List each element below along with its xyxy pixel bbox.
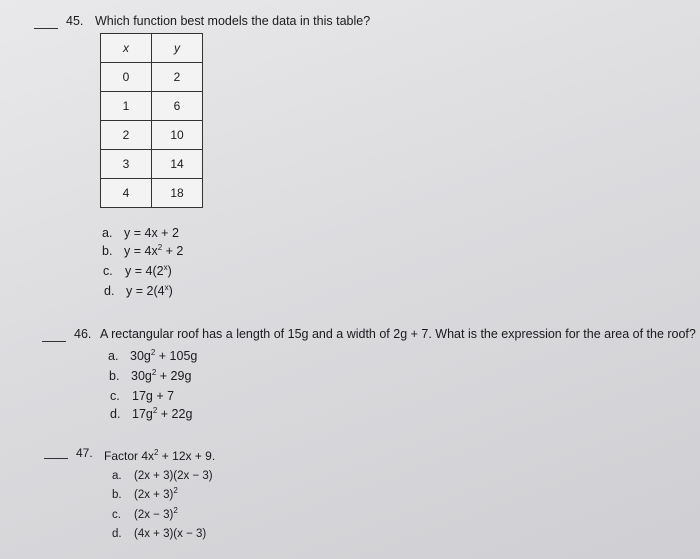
choice-47-d: d. (4x + 3)(x − 3) [112,528,207,540]
question-text-46: A rectangular roof has a length of 15g and a width of 2g + 7. What is the expression for the area of the roof? [100,327,696,341]
table-cell: 1 [101,92,152,121]
table-header-row [101,34,203,63]
choice-45-d: d. $y = 2(4^x)$ [104,282,173,298]
choice-45-b: b. $y = 4x^2 + 2$ [102,242,184,258]
table-row [101,63,203,92]
choice-47-c: c. $(2x - 3)^2$ [112,506,178,521]
answer-blank-47[interactable] [44,458,68,459]
choice-45-a: a. y = 4x + 2 [102,226,179,240]
table-cell: 0 [101,63,152,92]
table-header-x: x [101,34,152,63]
table-row [101,150,203,179]
table-cell: 3 [101,150,152,179]
table-header-y: y [152,34,203,63]
table-cell: 2 [152,63,203,92]
data-table [100,33,203,208]
choice-47-a: a. (2x + 3)(2x − 3) [112,470,213,482]
table-cell: 2 [101,121,152,150]
table-cell: 10 [152,121,203,150]
choice-46-b: b. $30g^2 + 29g$ [109,367,192,383]
choice-47-b: b. $(2x + 3)^2$ [112,486,178,501]
table-row [101,121,203,150]
question-text-47: Factor $4x^2 + 12x + 9$. [104,448,216,463]
table-row [101,92,203,121]
answer-blank-46[interactable] [42,341,66,342]
table-row [101,179,203,208]
table-cell: 6 [152,92,203,121]
answer-blank-45[interactable] [34,28,58,29]
table-cell: 4 [101,179,152,208]
table-cell: 18 [152,179,203,208]
choice-45-c: c. $y = 4(2^x)$ [103,262,172,278]
table-cell: 14 [152,150,203,179]
choice-46-a: a. $30g^2 + 105g$ [108,347,198,363]
question-number-46: 46. [74,327,92,341]
choice-46-c: c. 17g + 7 [110,389,175,403]
question-text-45: Which function best models the data in this table? [95,14,371,28]
choice-46-d: d. $17g^2 + 22g$ [110,405,193,421]
question-number-47: 47. [76,446,93,460]
question-number-45: 45. [66,14,84,28]
